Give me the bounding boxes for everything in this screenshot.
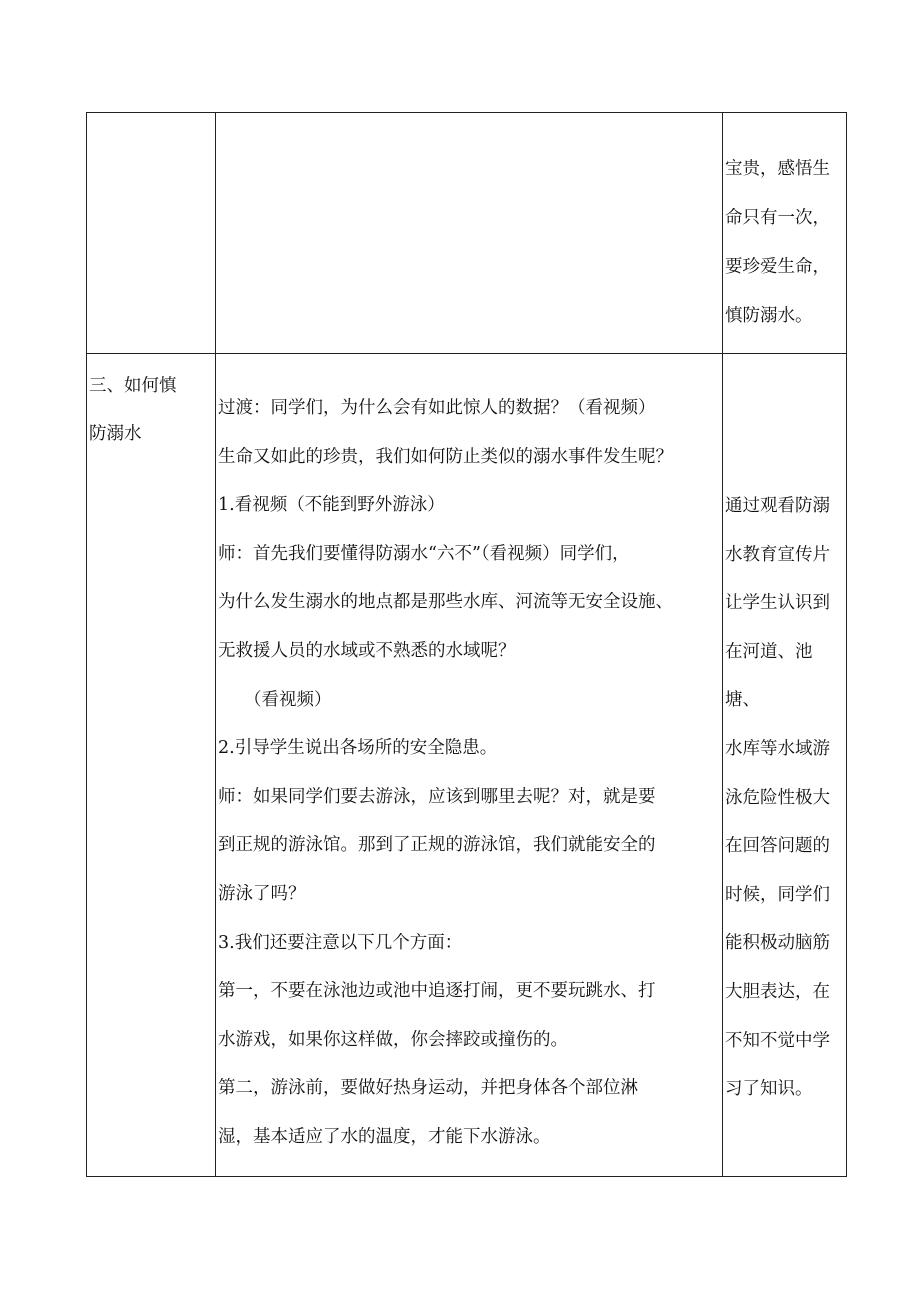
text-line: 能积极动脑筋 xyxy=(725,933,830,954)
text-line: 2.引导学生说出各场所的安全隐患。 xyxy=(218,738,498,759)
section-title xyxy=(87,354,215,458)
text-line: 湿，基本适应了水的温度，才能下水游泳。 xyxy=(218,1126,551,1147)
text-line: 第一，不要在泳池边或池中追逐打闹，更不要玩跳水、打 xyxy=(218,981,656,1002)
text-line: 1.看视频（不能到野外游泳） xyxy=(218,495,445,516)
section-cell xyxy=(87,354,216,1177)
text-line: 通过观看防溺 xyxy=(725,496,830,516)
intent-cell xyxy=(723,354,847,1177)
text-line: 生命又如此的珍贵，我们如何防止类似的溺水事件发生呢？ xyxy=(218,446,673,467)
text-line: 在回答问题的 xyxy=(725,836,830,857)
text-line: 到正规的游泳馆。那到了正规的游泳馆，我们就能安全的 xyxy=(218,835,656,856)
text-line: 师：首先我们要懂得防溺水“六不”（看视频）同学们， xyxy=(218,543,630,564)
text-line: 三、如何慎 xyxy=(89,376,177,396)
text-line: 防溺水 xyxy=(89,424,142,444)
text-line: 3.我们还要注意以下几个方面： xyxy=(218,932,463,953)
text-line: （看视频） xyxy=(244,689,332,710)
lesson-plan-table xyxy=(86,112,847,1177)
text-line: 游泳了吗？ xyxy=(218,883,306,904)
text-line: 在河道、池塘、 xyxy=(725,641,813,711)
section-cell xyxy=(87,113,216,354)
activity-cell xyxy=(216,113,723,354)
activity-text xyxy=(216,354,722,1162)
table-row xyxy=(87,354,847,1177)
text-line: 命只有一次， xyxy=(725,208,830,228)
text-line: 过渡：同学们，为什么会有如此惊人的数据？（看视频） xyxy=(218,398,656,418)
text-line: 无救援人员的水域或不熟悉的水域呢？ xyxy=(218,640,516,661)
intent-cell xyxy=(723,113,847,354)
intent-text xyxy=(723,113,846,341)
text-line: 为什么发生溺水的地点都是那些水库、河流等无安全设施、 xyxy=(218,592,673,613)
text-line: 慎防溺水。 xyxy=(725,306,813,326)
table-row xyxy=(87,113,847,354)
text-line: 水库等水域游 xyxy=(725,738,830,759)
text-line: 泳危险性极大 xyxy=(725,787,830,808)
text-line: 宝贵，感悟生 xyxy=(725,159,830,179)
text-line: 水游戏，如果你这样做，你会摔跤或撞伤的。 xyxy=(218,1029,568,1050)
text-line: 不知不觉中学 xyxy=(725,1030,830,1051)
intent-text xyxy=(723,354,846,1114)
text-line: 第二，游泳前，要做好热身运动，并把身体各个部位淋 xyxy=(218,1078,638,1099)
text-line: 大胆表达，在 xyxy=(725,981,830,1002)
text-line: 水教育宣传片 xyxy=(725,544,830,565)
text-line: 要珍爱生命， xyxy=(725,257,830,277)
activity-cell xyxy=(216,354,723,1177)
text-line: 习了知识。 xyxy=(725,1079,813,1100)
text-line: 时候，同学们 xyxy=(725,884,830,905)
text-line: 师：如果同学们要去游泳，应该到哪里去呢？对，就是要 xyxy=(218,786,656,807)
text-line: 让学生认识到 xyxy=(725,593,830,614)
